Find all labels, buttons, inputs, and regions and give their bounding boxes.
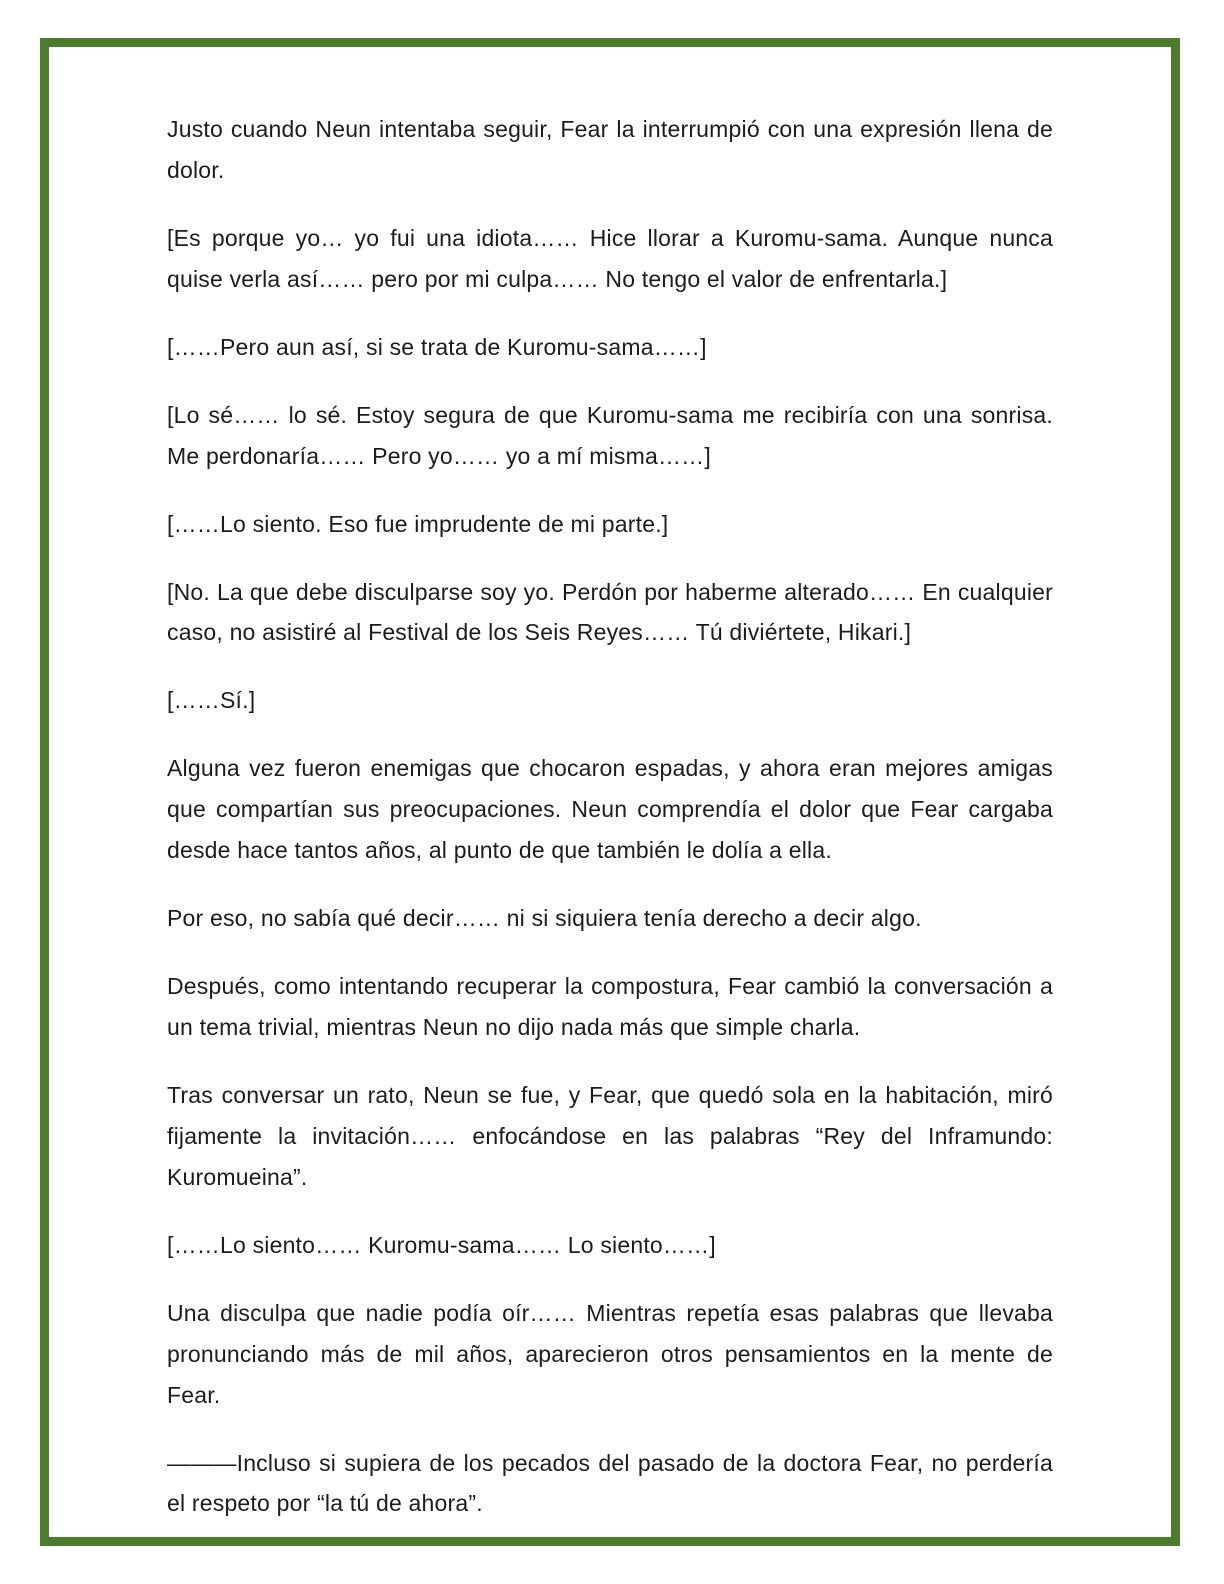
paragraph: Alguna vez fueron enemigas que chocaron espadas, y ahora eran mejores amigas que compartían sus preocupaciones. Neun comprendía el dolor que Fear cargaba desde hace tantos años, al punto de que también le dolía a ella. <box>167 755 1053 864</box>
paragraph: [……Lo siento…… Kuromu-sama…… Lo siento……] <box>167 1231 716 1258</box>
page-border-frame <box>40 38 1180 1546</box>
paragraph: Tras conversar un rato, Neun se fue, y Fear, que quedó sola en la habitación, miró fijamente la invitación…… enfocándose en las palabras “Rey del Inframundo: Kuromueina”. <box>167 1081 1053 1190</box>
paragraph: ———Incluso si supiera de los pecados del pasado de la doctora Fear, no perdería el respeto por “la tú de ahora”. <box>167 1449 1053 1517</box>
paragraph: Una disculpa que nadie podía oír…… Mientras repetía esas palabras que llevaba pronunciando más de mil años, aparecieron otros pensamientos en la mente de Fear. <box>167 1299 1053 1408</box>
document-body <box>167 109 1053 1517</box>
paragraph: [……Pero aun así, si se trata de Kuromu-sama……] <box>167 333 707 360</box>
paragraph: [Lo sé…… lo sé. Estoy segura de que Kuromu-sama me recibiría con una sonrisa. Me perdonaría…… Pero yo…… yo a mí misma……] <box>167 401 1053 469</box>
paragraph: [Es porque yo… yo fui una idiota…… Hice llorar a Kuromu-sama. Aunque nunca quise verla así…… pero por mi culpa…… No tengo el valor de enfrentarla.] <box>167 224 1053 292</box>
paragraph: [No. La que debe disculparse soy yo. Perdón por haberme alterado…… En cualquier caso, no asistiré al Festival de los Seis Reyes…… Tú diviértete, Hikari.] <box>167 578 1053 646</box>
paragraph: Después, como intentando recuperar la compostura, Fear cambió la conversación a un tema trivial, mientras Neun no dijo nada más que simple charla. <box>167 973 1053 1040</box>
paragraph: [……Sí.] <box>167 687 256 714</box>
paragraph: Justo cuando Neun intentaba seguir, Fear la interrumpió con una expresión llena de dolor. <box>167 116 1053 183</box>
paragraph: [……Lo siento. Eso fue imprudente de mi parte.] <box>167 510 669 537</box>
paragraph: Por eso, no sabía qué decir…… ni si siquiera tenía derecho a decir algo. <box>167 905 922 932</box>
